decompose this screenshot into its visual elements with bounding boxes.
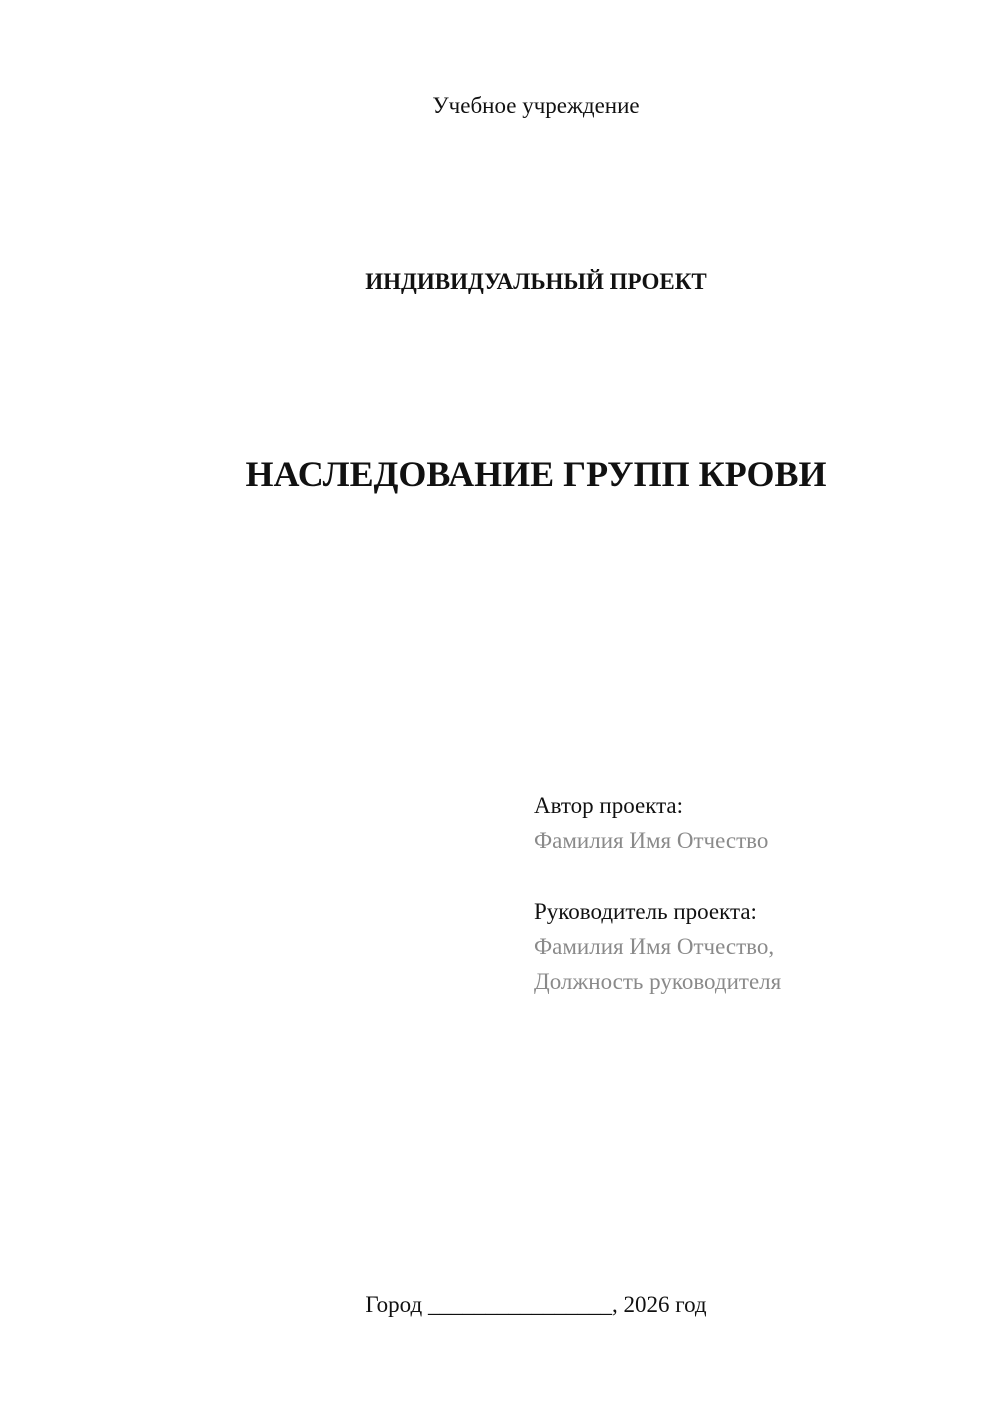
project-type-heading: ИНДИВИДУАЛЬНЫЙ ПРОЕКТ	[365, 269, 707, 294]
author-name: Фамилия Имя Отчество	[534, 828, 769, 853]
city-year-line: Город ________________, 2026 год	[365, 1292, 707, 1317]
supervisor-label: Руководитель проекта:	[534, 899, 757, 924]
project-title: НАСЛЕДОВАНИЕ ГРУПП КРОВИ	[245, 454, 827, 494]
credits-spacer	[534, 858, 974, 894]
credits-block	[534, 788, 974, 999]
author-label: Автор проекта:	[534, 793, 683, 818]
supervisor-name: Фамилия Имя Отчество,	[534, 934, 775, 959]
institution-name: Учебное учреждение	[432, 93, 640, 118]
supervisor-position: Должность руководителя	[534, 969, 782, 994]
